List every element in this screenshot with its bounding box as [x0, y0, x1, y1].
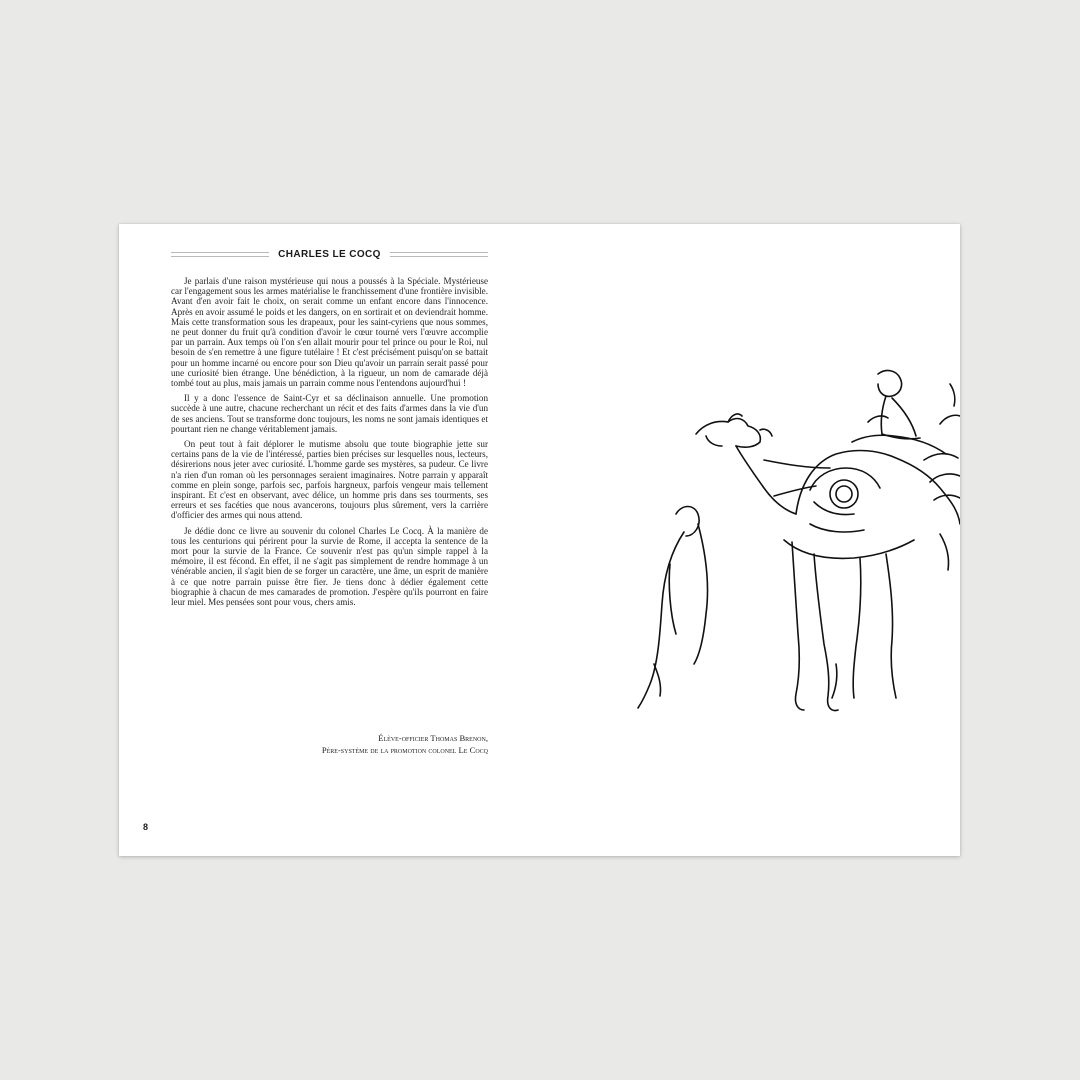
page-number: 8: [143, 822, 149, 832]
running-head: [171, 246, 488, 262]
body-text: [171, 276, 488, 612]
signature: [171, 732, 488, 756]
paragraph: Je dédie donc ce livre au souvenir du colonel Charles Le Cocq. À la manière de tous les centurions qui périrent pour la survie de Rome, il accepta la sentence de la mort pour la survie de la France. Ce souvenir n'est pas qu'un simple rappel à la mémoire, il est fécond. En effet, il ne s'agit pas simplement de rendre hommage à un vénérable ancien, il s'agit bien de se forger un caractère, une âme, un esprit de manière à ce que notre parrain puisse être fier. Je tiens donc à dédier également cette biographie à chacun de mes camarades de promotion. J'espère qu'ils pourront en faire leur miel. Mes pensées sont pour vous, chers amis.: [171, 525, 488, 608]
running-head-title: CHARLES LE COCQ: [278, 248, 381, 260]
paragraph: On peut tout à fait déplorer le mutisme absolu que toute biographie jette sur certains pans de la vie de l'intéressé, parties bien précises sur lesquelles nous, lecteurs, désirerions nous jeter avec curiosité. L'homme garde ses mystères, sa pudeur. Ce livre n'a rien d'un roman où les personnages seraient imaginaires. Notre parrain y apparaît comme en plein songe, parfois sec, parfois hargneux, parfois vengeur mais tellement inspirant. Et c'est en observant, avec délice, un homme pris dans ses tourments, ses erreurs et ses facéties que nous avancerons, toujours plus sûrement, vers la carrière d'officier des armes qui nous attend.: [171, 439, 488, 521]
paragraph: Je parlais d'une raison mystérieuse qui nous a poussés à la Spéciale. Mystérieuse car l'engagement sous les armes matérialise le franchissement d'une frontière invisible. Avant d'en avoir fait le choix, on serait comme un enfant encore dans l'innocence. Après en avoir assumé le poids et les dangers, on en sortirait et on deviendrait homme. Mais cette transformation sous les drapeaux, pour les saint-cyriens que nous sommes, ne peut donner du fruit qu'à condition d'avoir le cœur tourné vers l'œuvre accomplie par un parrain. Aux temps où l'on s'en allait mourir pour tel prince ou pour le Roi, nul besoin de s'en remettre à une figure tutélaire ! Et c'est précisément puisqu'on se battait pour un homme incarné ou encore pour son Dieu qu'avoir un parrain serait passé pour une curiosité bien étrange. Une bénédiction, à la rigueur, un nom de camarade déjà tombé tout au plus, mais jamais un parrain comme nous l'entendons aujourd'hui !: [171, 276, 488, 389]
camel-rider-drawing-icon: [624, 364, 960, 724]
running-head-rule-left: [171, 252, 269, 257]
book-spread: [119, 224, 960, 856]
running-head-rule-right: [390, 252, 488, 257]
paragraph: Il y a donc l'essence de Saint-Cyr et sa déclinaison annuelle. Une promotion succède à une autre, chacune recherchant un récit et des faits d'armes dans la vie d'un de ses anciens. Tout se transforme donc toujours, les noms ne sont jamais identiques et pourtant rien ne change véritablement jamais.: [171, 393, 488, 434]
signature-line: Élève-officier Thomas Brenon,: [378, 733, 488, 743]
signature-line: Père-système de la promotion colonel Le Cocq: [321, 745, 488, 755]
